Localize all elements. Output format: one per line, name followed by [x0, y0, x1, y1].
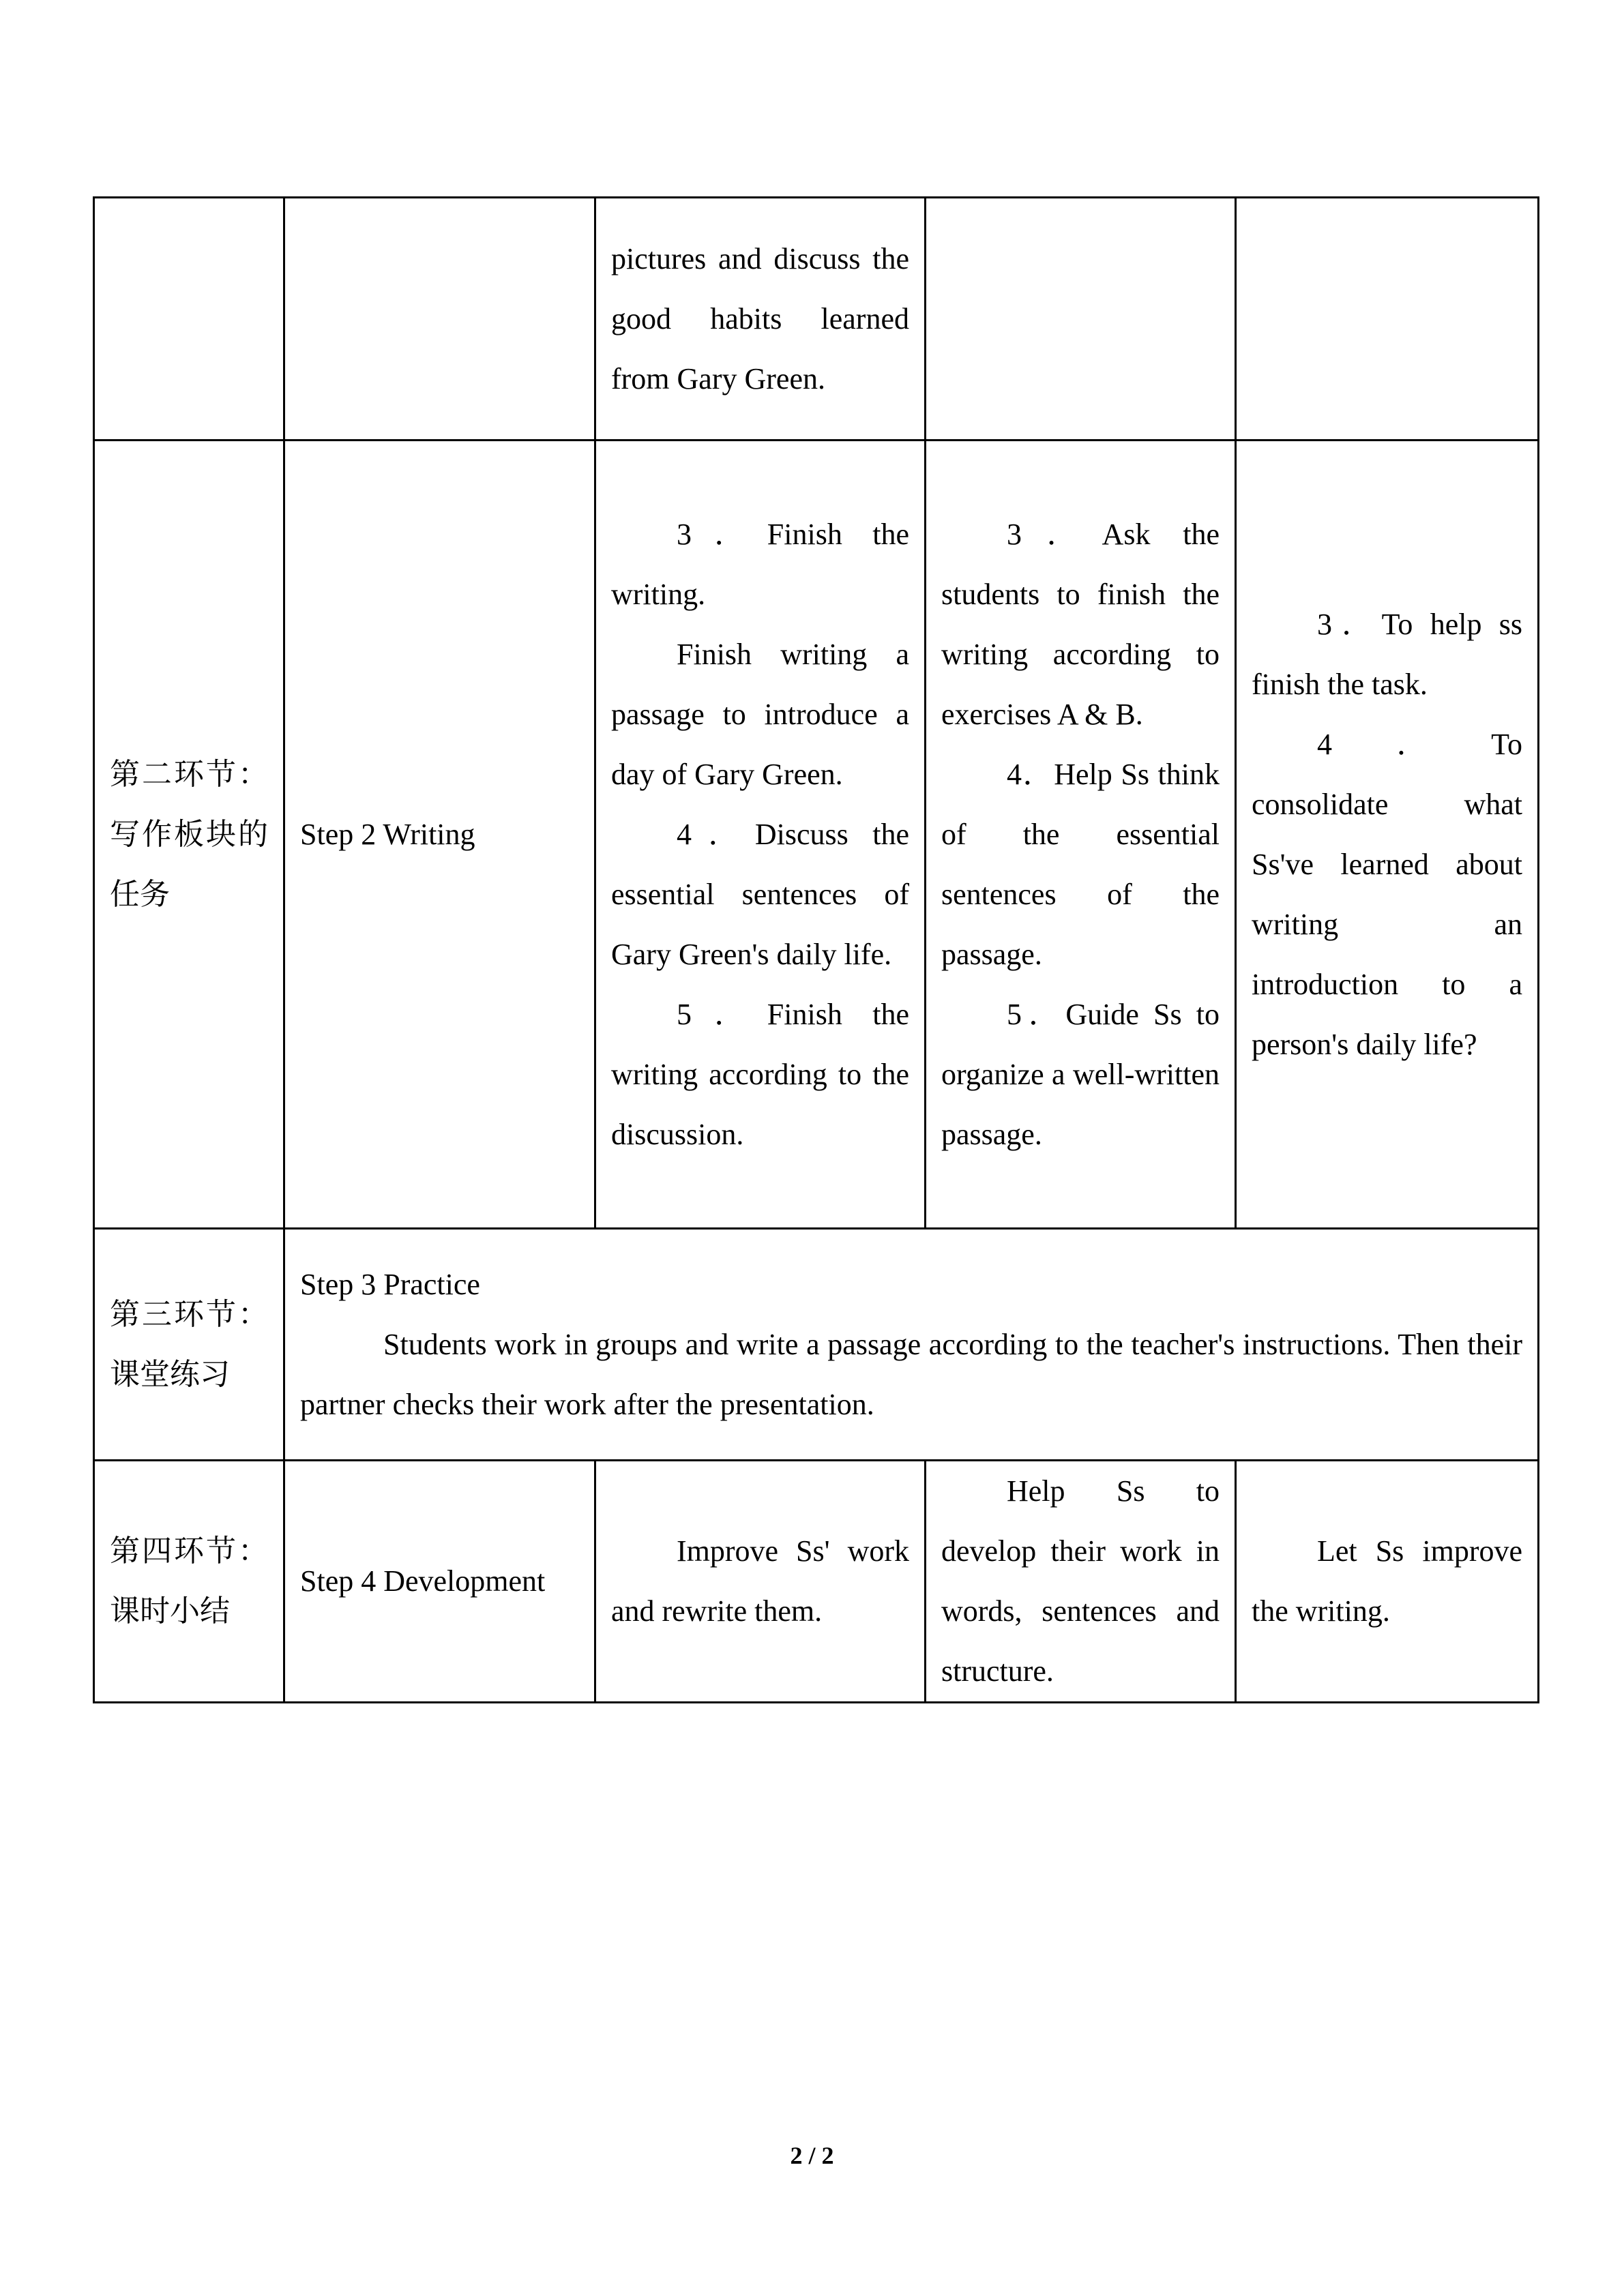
- table-cell-stage: 第三环节：课堂练习: [94, 1229, 284, 1461]
- cell-paragraph: 3．Finish the writing.: [611, 517, 909, 611]
- table-cell-step: Step 4 Development: [284, 1461, 595, 1703]
- cell-paragraph: Help Ss to develop their work in words, sentences and structure.: [941, 1474, 1220, 1688]
- cell-paragraph: Let Ss improve the writing.: [1252, 1534, 1522, 1628]
- cell-paragraph: 3．To help ss finish the task.: [1252, 607, 1522, 701]
- table-cell-step: [284, 198, 595, 441]
- cell-paragraph: 4．To consolidate what Ss've learned about writing an introduction to a person's daily life?: [1252, 727, 1522, 1061]
- table-cell-teacher-activity: [926, 441, 1236, 1229]
- table-row: [94, 198, 1539, 441]
- table-cell-student-activity: [595, 441, 926, 1229]
- table-cell-teacher-activity: [926, 198, 1236, 441]
- table-cell-purpose: [1236, 198, 1539, 441]
- table-cell-student-activity: [595, 198, 926, 441]
- table-row: [94, 441, 1539, 1229]
- table-cell-student-activity: [595, 1461, 926, 1703]
- table-cell-stage: 第二环节：写作板块的任务: [94, 441, 284, 1229]
- cell-paragraph: Students work in groups and write a passage according to the teacher's instructions. Then their partner checks their work after the presentation.: [300, 1327, 1522, 1421]
- step-title: Step 3 Practice: [300, 1267, 480, 1301]
- cell-paragraph: 4．Help Ss think of the essential sentences of the passage.: [941, 757, 1220, 971]
- page-number: 2 / 2: [790, 2142, 834, 2169]
- cell-paragraph: 5．Guide Ss to organize a well-written passage.: [941, 997, 1220, 1151]
- cell-paragraph: Improve Ss' work and rewrite them.: [611, 1534, 909, 1628]
- cell-paragraph: 3．Ask the students to finish the writing according to exercises A & B.: [941, 517, 1220, 731]
- cell-paragraph: pictures and discuss the good habits learned from Gary Green.: [611, 241, 909, 396]
- cell-paragraph: Finish writing a passage to introduce a day of Gary Green.: [611, 637, 909, 791]
- table-cell-purpose: [1236, 1461, 1539, 1703]
- table-row: [94, 1229, 1539, 1461]
- table-cell-stage: 第四环节：课时小结: [94, 1461, 284, 1703]
- cell-paragraph: 5．Finish the writing according to the discussion.: [611, 997, 909, 1151]
- table-cell-stage: [94, 198, 284, 441]
- cell-paragraph: 4．Discuss the essential sentences of Gary Green's daily life.: [611, 817, 909, 971]
- table-row: [94, 1461, 1539, 1703]
- table-cell-step: Step 2 Writing: [284, 441, 595, 1229]
- table-cell-practice: [284, 1229, 1539, 1461]
- lesson-plan-table: [93, 196, 1539, 1703]
- table-cell-purpose: [1236, 441, 1539, 1229]
- table-cell-teacher-activity: [926, 1461, 1236, 1703]
